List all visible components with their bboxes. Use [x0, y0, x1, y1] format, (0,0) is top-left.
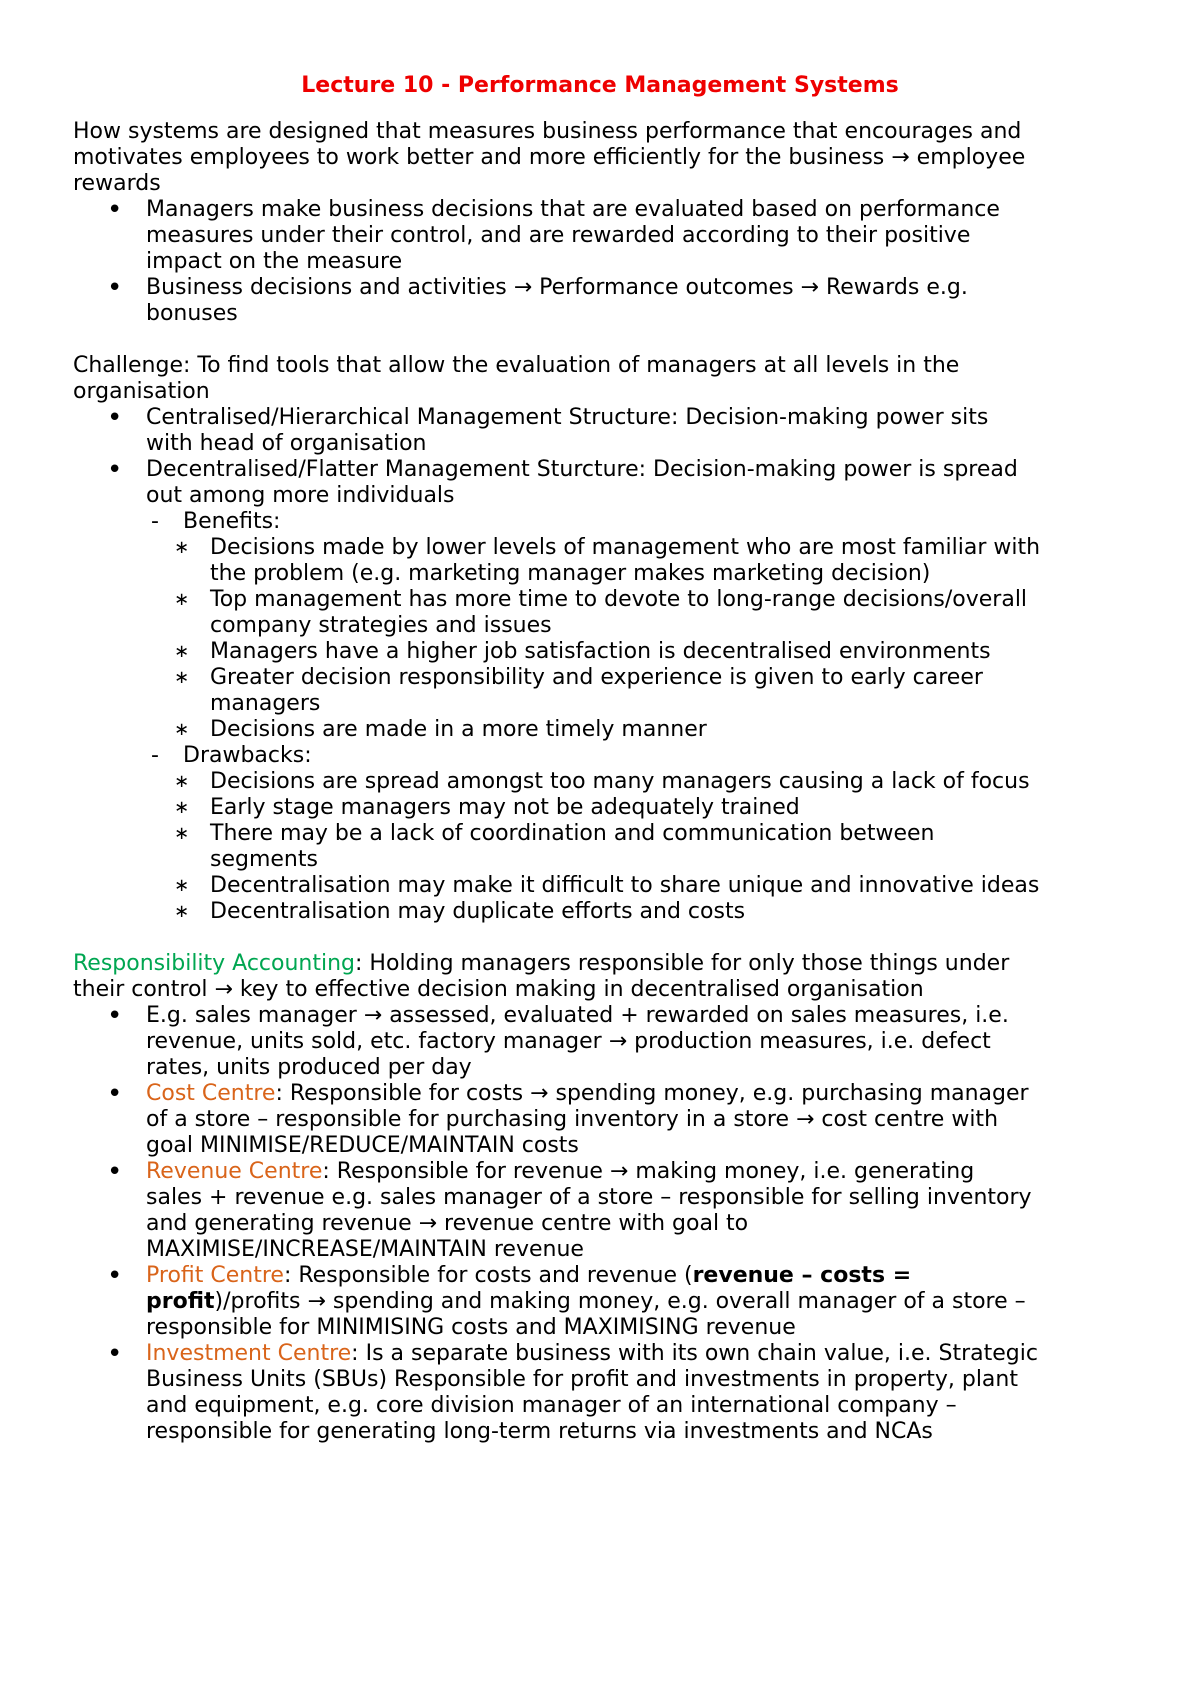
- benefit-item: managers: [210, 691, 321, 716]
- intro-line: motivates employees to work better and more efficiently for the business → employee: [73, 145, 1026, 170]
- list-item-line: with head of organisation: [146, 431, 427, 456]
- responsibility-line: their control → key to effective decision making in decentralised organisation: [73, 977, 924, 1002]
- list-item-line: and equipment, e.g. core division manager of an international company –: [146, 1393, 957, 1418]
- list-item-line: goal MINIMISE/REDUCE/MAINTAIN costs: [146, 1133, 579, 1158]
- intro-line: How systems are designed that measures business performance that encourages and: [73, 119, 1022, 144]
- star-marker: ∗: [174, 719, 190, 740]
- responsibility-line: [0, 950, 1200, 978]
- bullet-marker: •: [107, 1001, 123, 1031]
- star-marker: ∗: [174, 641, 190, 662]
- star-marker: ∗: [174, 901, 190, 922]
- benefit-item: Managers have a higher job satisfaction is decentralised environments: [210, 639, 991, 664]
- star-marker: ∗: [174, 589, 190, 610]
- profit-centre-text: : Responsible for costs and revenue (: [283, 1263, 693, 1288]
- revenue-centre-text: : Responsible for revenue → making money, i.e. generating: [322, 1159, 975, 1184]
- list-item-line: sales + revenue e.g. sales manager of a store – responsible for selling inventory: [146, 1185, 1032, 1210]
- list-item-line: of a store – responsible for purchasing inventory in a store → cost centre with: [146, 1107, 999, 1132]
- responsibility-text: : Holding managers responsible for only those things under: [355, 951, 1010, 976]
- investment-centre-text: : Is a separate business with its own chain value, i.e. Strategic: [351, 1341, 1038, 1366]
- bullet-marker: •: [107, 195, 123, 225]
- bullet-marker: •: [107, 455, 123, 485]
- challenge-line: Challenge: To find tools that allow the evaluation of managers at all levels in the: [73, 353, 960, 378]
- responsibility-term: Responsibility Accounting: [73, 951, 356, 976]
- dash-marker: -: [151, 509, 159, 534]
- bullet-marker: •: [107, 1079, 123, 1109]
- benefit-item: Decisions made by lower levels of management who are most familiar with: [210, 535, 1041, 560]
- benefit-item: the problem (e.g. marketing manager makes marketing decision): [210, 561, 931, 586]
- profit-formula: revenue – costs =: [692, 1263, 912, 1288]
- page-title: Lecture 10 - Performance Management Systems: [301, 73, 899, 98]
- star-marker: ∗: [174, 823, 190, 844]
- revenue-centre-term: Revenue Centre: [146, 1159, 323, 1184]
- list-item-line: bonuses: [146, 301, 238, 326]
- list-item-line: rates, units produced per day: [146, 1055, 472, 1080]
- list-item-line: E.g. sales manager → assessed, evaluated + rewarded on sales measures, i.e.: [146, 1003, 1009, 1028]
- cost-centre-text: : Responsible for costs → spending money, e.g. purchasing manager: [275, 1081, 1029, 1106]
- star-marker: ∗: [174, 771, 190, 792]
- drawback-item: Decentralisation may make it difficult to share unique and innovative ideas: [210, 873, 1040, 898]
- benefits-label: Benefits:: [183, 509, 281, 534]
- intro-line: rewards: [73, 171, 161, 196]
- list-item-line: Business decisions and activities → Performance outcomes → Rewards e.g.: [146, 275, 968, 300]
- benefit-item: Greater decision responsibility and experience is given to early career: [210, 665, 983, 690]
- dash-marker: -: [151, 743, 159, 768]
- benefit-item: Decisions are made in a more timely manner: [210, 717, 707, 742]
- list-item-line: out among more individuals: [146, 483, 455, 508]
- list-item-line: Business Units (SBUs) Responsible for profit and investments in property, plant: [146, 1367, 1018, 1392]
- list-item-line: responsible for MINIMISING costs and MAXIMISING revenue: [146, 1315, 796, 1340]
- bullet-marker: •: [107, 1339, 123, 1369]
- benefit-item: company strategies and issues: [210, 613, 552, 638]
- challenge-line: organisation: [73, 379, 210, 404]
- drawback-item: Decisions are spread amongst too many managers causing a lack of focus: [210, 769, 1030, 794]
- star-marker: ∗: [174, 667, 190, 688]
- drawback-item: There may be a lack of coordination and communication between: [210, 821, 935, 846]
- profit-centre-line: [0, 1262, 1200, 1290]
- bullet-marker: •: [107, 403, 123, 433]
- investment-centre-term: Investment Centre: [146, 1341, 352, 1366]
- drawbacks-label: Drawbacks:: [183, 743, 312, 768]
- list-item-line: Managers make business decisions that are evaluated based on performance: [146, 197, 1000, 222]
- cost-centre-term: Cost Centre: [146, 1081, 276, 1106]
- list-item-line: impact on the measure: [146, 249, 403, 274]
- profit-centre-term: Profit Centre: [146, 1263, 284, 1288]
- list-item-line: MAXIMISE/INCREASE/MAINTAIN revenue: [146, 1237, 584, 1262]
- list-item-line: responsible for generating long-term returns via investments and NCAs: [146, 1419, 933, 1444]
- cost-centre-line: [0, 1080, 1200, 1108]
- bullet-marker: •: [107, 1261, 123, 1291]
- benefit-item: Top management has more time to devote to long-range decisions/overall: [210, 587, 1028, 612]
- investment-centre-line: [0, 1340, 1200, 1368]
- star-marker: ∗: [174, 875, 190, 896]
- bullet-marker: •: [107, 1157, 123, 1187]
- list-item-line: Centralised/Hierarchical Management Structure: Decision-making power sits: [146, 405, 989, 430]
- profit-centre-text: )/profits → spending and making money, e.g. overall manager of a store –: [214, 1289, 1026, 1314]
- profit-centre-line: [0, 1288, 1200, 1316]
- revenue-centre-line: [0, 1158, 1200, 1186]
- drawback-item: segments: [210, 847, 318, 872]
- list-item-line: measures under their control, and are rewarded according to their positive: [146, 223, 971, 248]
- star-marker: ∗: [174, 797, 190, 818]
- list-item-line: and generating revenue → revenue centre with goal to: [146, 1211, 749, 1236]
- bullet-marker: •: [107, 273, 123, 303]
- list-item-line: revenue, units sold, etc. factory manager → production measures, i.e. defect: [146, 1029, 991, 1054]
- profit-formula-end: profit: [146, 1289, 215, 1314]
- star-marker: ∗: [174, 537, 190, 558]
- drawback-item: Early stage managers may not be adequately trained: [210, 795, 800, 820]
- drawback-item: Decentralisation may duplicate efforts and costs: [210, 899, 746, 924]
- list-item-line: Decentralised/Flatter Management Sturcture: Decision-making power is spread: [146, 457, 1018, 482]
